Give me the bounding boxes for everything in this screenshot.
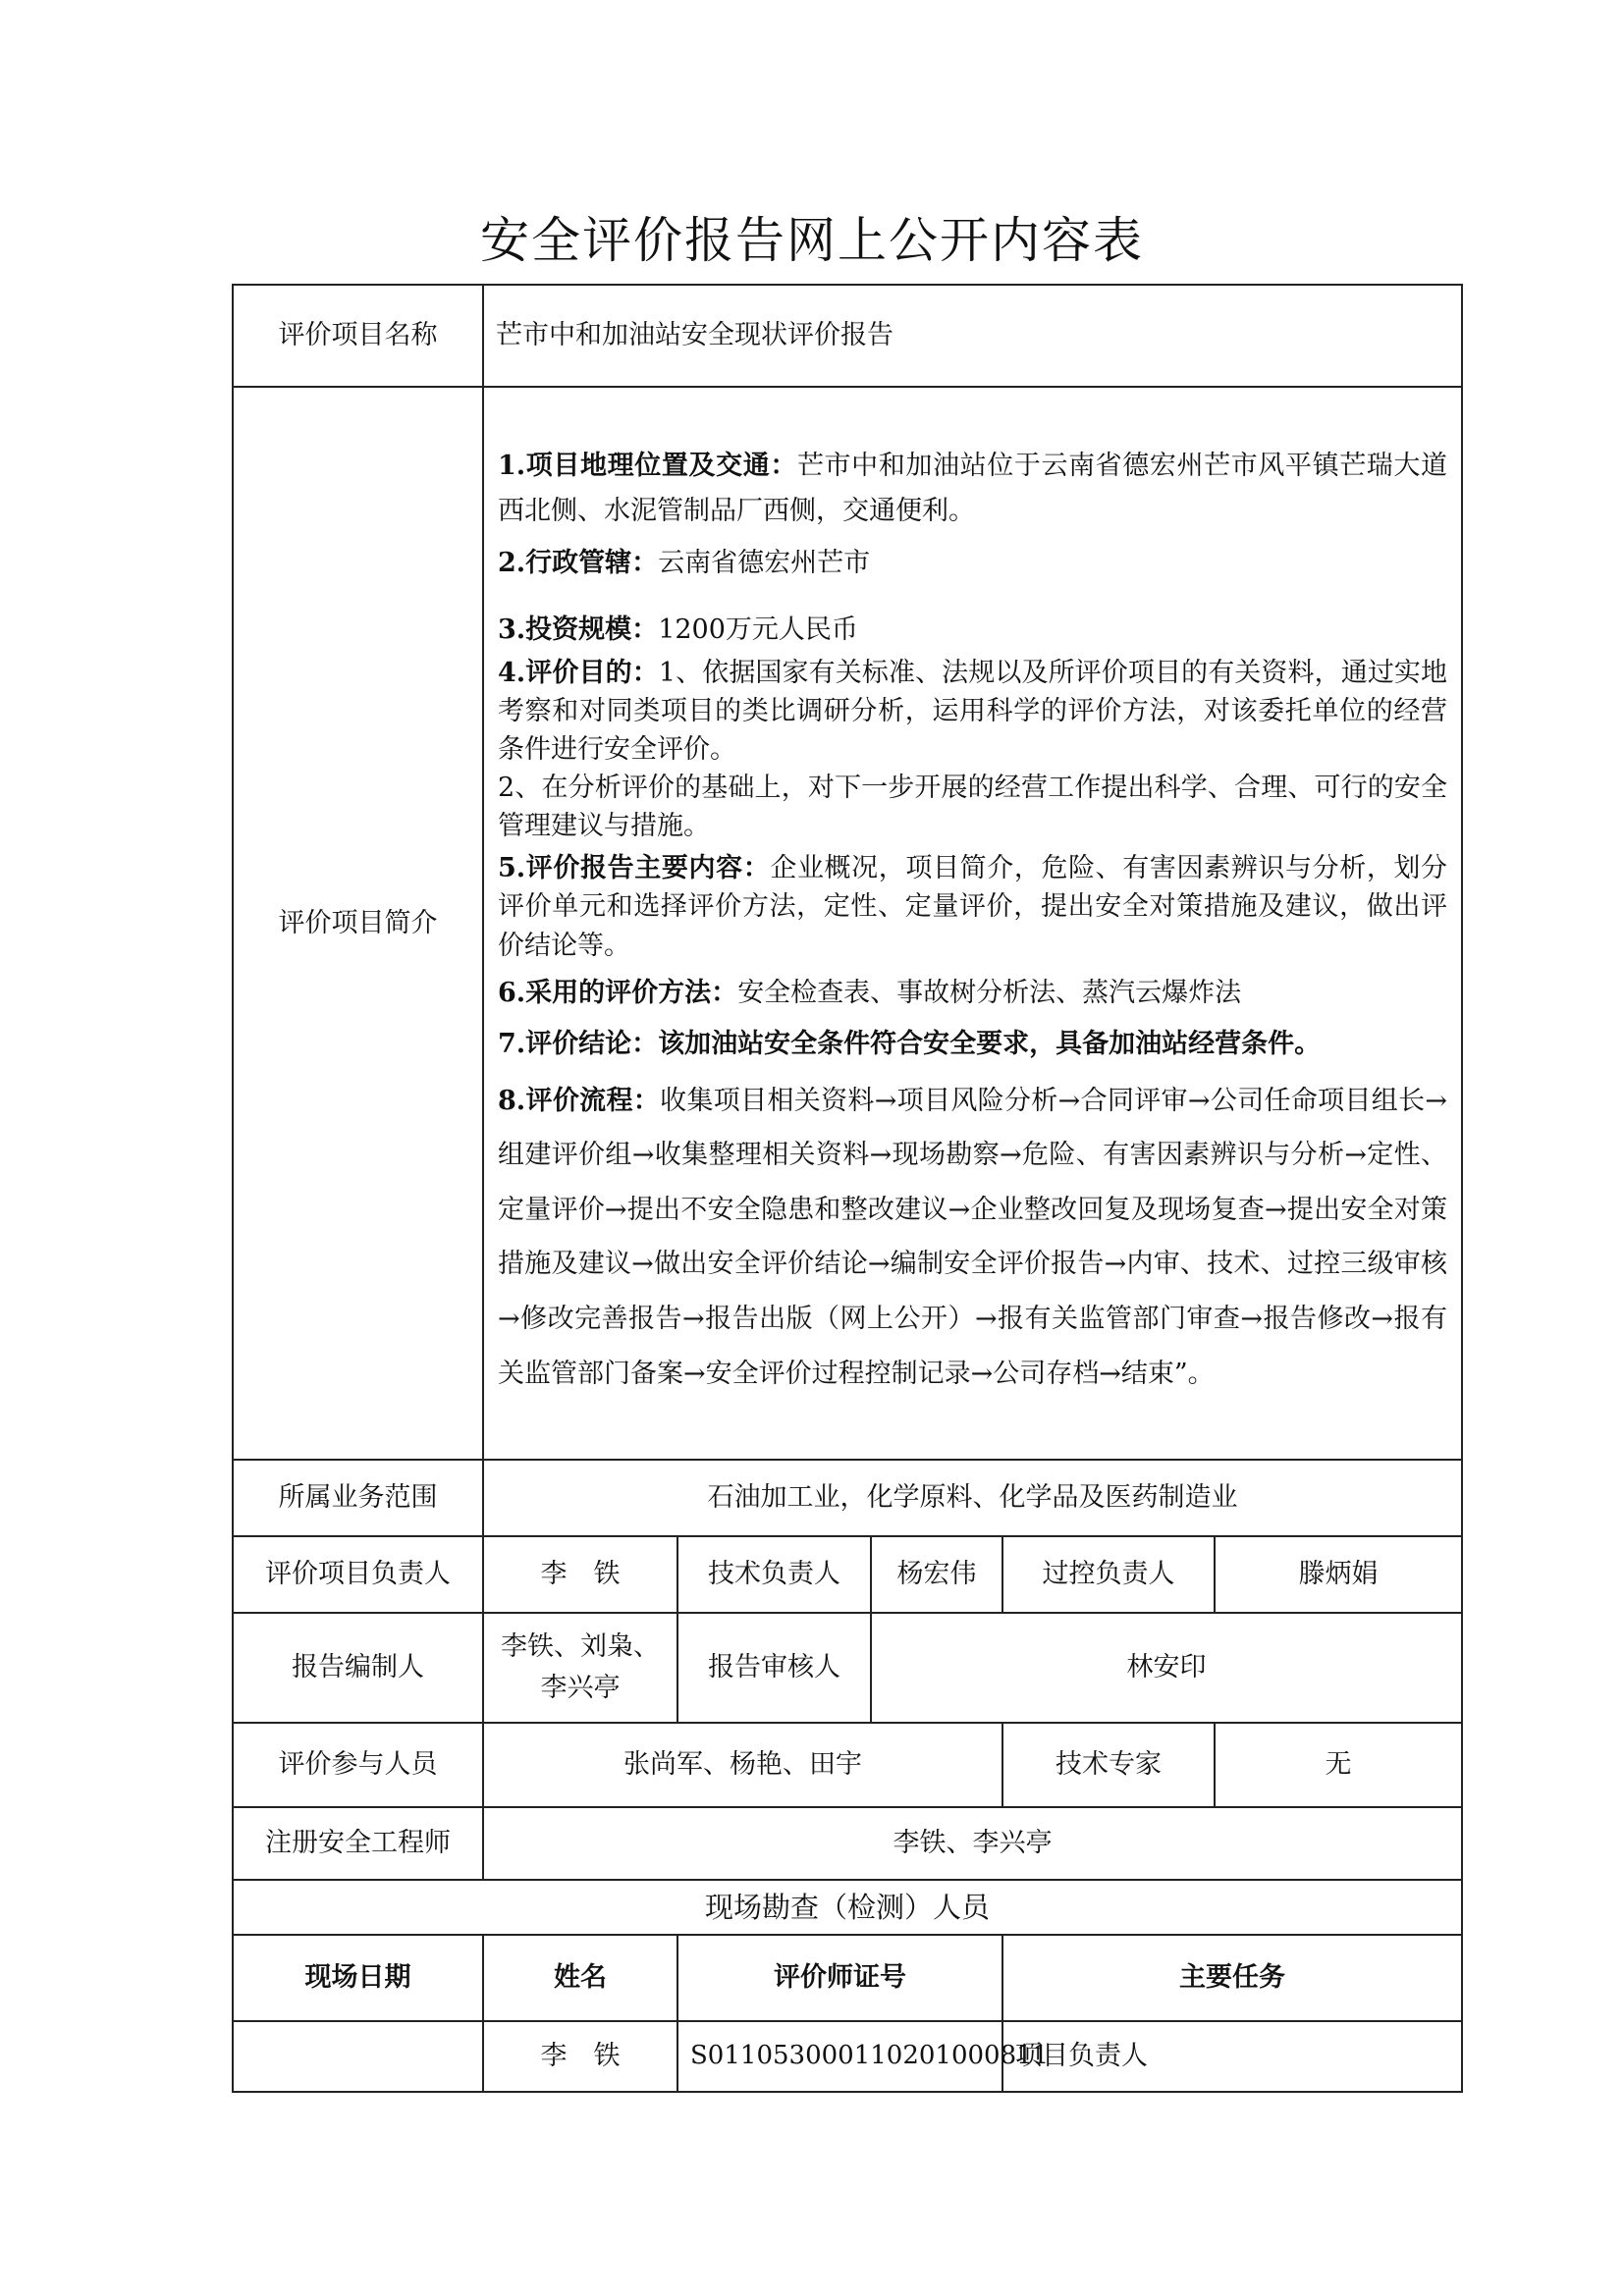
project-name-row	[233, 285, 1462, 387]
compilers-label: 报告编制人	[233, 1613, 483, 1723]
disclosure-table	[232, 284, 1463, 2093]
survey-cert: S011053000110201000811	[677, 2021, 1002, 2092]
business-scope-row	[233, 1460, 1462, 1536]
column-header-date: 现场日期	[233, 1935, 483, 2021]
leaders-row	[233, 1536, 1462, 1613]
expert-label: 技术专家	[1002, 1723, 1215, 1807]
expert-value: 无	[1215, 1723, 1462, 1807]
column-header-cert: 评价师证号	[677, 1935, 1002, 2021]
site-survey-header-row	[233, 1935, 1462, 2021]
page-title: 安全评价报告网上公开内容表	[480, 212, 1144, 269]
engineers-label: 注册安全工程师	[233, 1807, 483, 1880]
column-header-task: 主要任务	[1002, 1935, 1462, 2021]
summary-item-5: 5.评价报告主要内容：企业概况，项目简介，危险、有害因素辨识与分析，划分评价单元和选择评价方法，定性、定量评价，提出安全对策措施及建议，做出评价结论等。	[498, 853, 1448, 961]
control-lead-value: 滕炳娟	[1215, 1536, 1462, 1613]
business-scope-label: 所属业务范围	[233, 1460, 483, 1536]
table-row	[233, 2021, 1462, 2092]
survey-name: 李 铁	[483, 2021, 677, 2092]
summary-content	[483, 387, 1462, 1460]
project-name-label: 评价项目名称	[233, 285, 483, 387]
summary-row	[233, 387, 1462, 1460]
site-survey-heading: 现场勘查（检测）人员	[233, 1880, 1462, 1935]
control-lead-label: 过控负责人	[1002, 1536, 1215, 1613]
survey-date	[233, 2021, 483, 2092]
survey-task: 项目负责人	[1002, 2021, 1462, 2092]
participants-label: 评价参与人员	[233, 1723, 483, 1807]
business-scope-value: 石油加工业，化学原料、化学品及医药制造业	[483, 1460, 1462, 1536]
summary-item-7: 7.评价结论：该加油站安全条件符合安全要求，具备加油站经营条件。	[498, 1029, 1322, 1060]
column-header-name: 姓名	[483, 1935, 677, 2021]
summary-item-4b: 2、在分析评价的基础上，对下一步开展的经营工作提出科学、合理、可行的安全管理建议与措施。	[498, 772, 1448, 842]
engineers-value: 李铁、李兴亭	[483, 1807, 1462, 1880]
reviewer-label: 报告审核人	[677, 1613, 871, 1723]
project-lead-label: 评价项目负责人	[233, 1536, 483, 1613]
tech-lead-label: 技术负责人	[677, 1536, 871, 1613]
compilers-value: 李铁、刘枭、 李兴亭	[483, 1613, 677, 1723]
tech-lead-value: 杨宏伟	[871, 1536, 1002, 1613]
summary-item-4: 4.评价目的：1、依据国家有关标准、法规以及所评价项目的有关资料，通过实地考察和对同类项目的类比调研分析，运用科学的评价方法，对该委托单位的经营条件进行安全评价。	[498, 657, 1448, 765]
summary-item-3: 3.投资规模：1200万元人民币	[498, 614, 858, 646]
summary-item-8: 8.评价流程：收集项目相关资料→项目风险分析→合同评审→公司任命项目组长→组建评价组→收集整理相关资料→现场勘察→危险、有害因素辨识与分析→定性、定量评价→提出不安全隐患和整改建议→企业整改回复及现场复查→提出安全对策措施及建议→做出安全评价结论→编制安全评价报告→内审、技术、过控三级审核→修改完善报告→报告出版（网上公开）→报有关监管部门审查→报告修改→报有关监管部门备案→安全评价过程控制记录→公司存档→结束”。	[498, 1085, 1448, 1389]
summary-item-1: 1.项目地理位置及交通：芒市中和加油站位于云南省德宏州芒市风平镇芒瑞大道西北侧、水泥管制品厂西侧，交通便利。	[498, 450, 1448, 527]
site-survey-heading-row	[233, 1880, 1462, 1935]
summary-item-2: 2.行政管辖：云南省德宏州芒市	[498, 547, 871, 578]
project-lead-value: 李 铁	[483, 1536, 677, 1613]
participants-row	[233, 1723, 1462, 1807]
reviewer-value: 林安印	[871, 1613, 1462, 1723]
engineers-row	[233, 1807, 1462, 1880]
summary-label: 评价项目简介	[233, 387, 483, 1460]
participants-value: 张尚军、杨艳、田宇	[483, 1723, 1002, 1807]
project-name-value: 芒市中和加油站安全现状评价报告	[483, 285, 1462, 387]
compilers-row	[233, 1613, 1462, 1723]
summary-item-6: 6.采用的评价方法：安全检查表、事故树分析法、蒸汽云爆炸法	[498, 977, 1242, 1008]
